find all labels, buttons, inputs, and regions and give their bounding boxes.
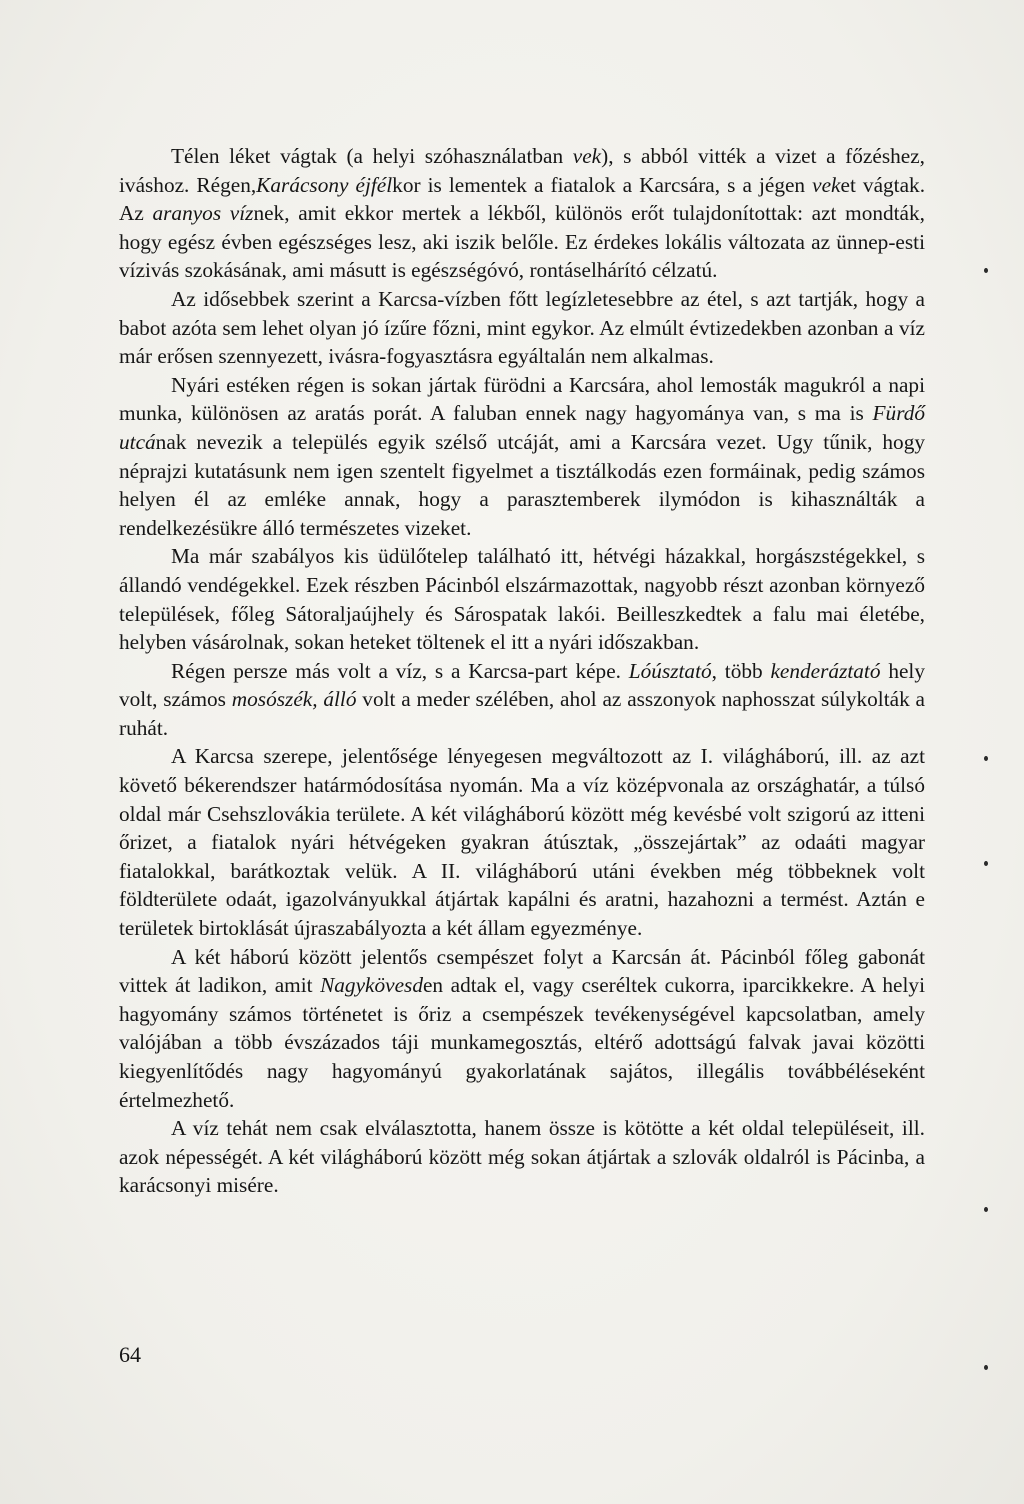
italic-term: vek xyxy=(812,172,841,197)
paragraph: Nyári estéken régen is sokan jártak fürödni a Karcsára, ahol lemosták magukról a napi munka, különösen az aratás porát. A faluban ennek nagy hagyománya van, s ma is Fürdő utcának nevezik a település egyik szélső utcáját, ami a Karcsára vezet. Ugy tűnik, hogy néprajzi kutatásunk nem igen szentelt figyelmet a tisztálkodás ezen formáinak, pedig számos helyen él az emléke annak, hogy a parasztemberek ilymódon is kihasználták a rendelkezésükre álló természetes vizeket. xyxy=(119,372,925,540)
paragraph: A víz tehát nem csak elválasztotta, hanem össze is kötötte a két oldal településeit, ill. azok népességét. A két világháború között még sokan átjártak a szlovák oldalról is Pácinba, a karácsonyi misére. xyxy=(119,1116,925,1198)
body-text xyxy=(119,142,925,1200)
scan-speck xyxy=(984,756,988,761)
italic-term: Lóúsztató xyxy=(628,658,712,683)
italic-term: aranyos víz xyxy=(152,201,254,226)
italic-term: vek xyxy=(572,144,602,168)
paragraph: Ma már szabályos kis üdülőtelep található itt, hétvégi házakkal, horgászstégekkel, s állandó vendégekkel. Ezek részben Pácinból elszármazottak, nagyobb részt azonban környező települések, főleg Sátoraljaújhely és Sárospatak lakói. Beilleszkedtek a falu mai életébe, helyben vásárolnak, sokan heteket töltenek el itt a nyári időszakban. xyxy=(119,544,925,655)
scan-speck xyxy=(984,268,988,273)
scan-speck xyxy=(984,1207,988,1212)
scan-speck xyxy=(984,861,988,866)
scan-speck xyxy=(984,1365,988,1370)
page-number: 64 xyxy=(119,1342,141,1367)
paragraph: A két háború között jelentős csempészet folyt a Karcsán át. Pácinból főleg gabonát vittek át ladikon, amit Nagykövesden adtak el, vagy cseréltek cukorra, iparcikkekre. A helyi hagyomány számos történetet is őriz a csempészek tevékenységével kapcsolatban, amely valójában a több évszázados táji munkamegosztás, eltérő adottságú falvak javai közötti kiegyenlítődés nagy hagyományú gyakorlatának sajátos, illegális továbbéléseként értelmezhető. xyxy=(119,944,925,1112)
paragraph: A Karcsa szerepe, jelentősége lényegesen megváltozott az I. világháború, ill. az azt követő békerendszer határmódosítása nyomán. Ma a víz középvonala az országhatár, a túlsó oldal már Csehszlovákia területe. A két világháború között még kevésbé volt szigorú az itteni őrizet, a fiatalok nyári hétvégeken gyakran átúsztak, „összejártak” az odaáti magyar fiatalokkal, barátkoztak velük. A II. világháború utáni években még többeknek volt földterülete odaát, igazolványukkal átjártak kapálni és aratni, hazahozni a termést. Aztán e területek birtoklását újraszabályozta a két állam egyezménye. xyxy=(119,744,925,941)
italic-term: Nagykövesd xyxy=(320,973,423,998)
italic-term: kenderáztató xyxy=(770,658,881,683)
paragraph: Az idősebbek szerint a Karcsa-vízben főtt legízletesebbre az étel, s azt tartják, hogy a babot azóta sem lehet olyan jó ízűre főzni, mint egykor. Az elmúlt évtizedekben azonban a víz már erősen szennyezett, ivásra-fogyasztásra egyáltalán nem alkalmas. xyxy=(119,286,925,369)
italic-term: mosószék, álló xyxy=(231,687,357,712)
italic-term: Karácsony éjfél xyxy=(256,172,393,197)
paragraph: Régen persze más volt a víz, s a Karcsa-part képe. Lóúsztató, több kenderáztató hely volt, számos mosószék, álló volt a meder szélében, ahol az asszonyok naphosszat súlykolták a ruhát. xyxy=(119,658,925,740)
paragraph: Télen léket vágtak (a helyi szóhasználatban vek), s abból vitték a vizet a főzéshez, iváshoz. Régen,Karácsony éjfélkor is lementek a fiatalok a Karcsára, s a jégen veket vágtak. Az aranyos víznek, amit ekkor mertek a lékből, különös erőt tulajdonítottak: azt mondták, hogy egész évben egészséges lesz, aki iszik belőle. Ez érdekes lokális változata az ünnep-esti vízivás szokásának, ami másutt is egészségóvó, rontáselhárító célzatú. xyxy=(119,144,926,283)
italic-term: Fürdő utcá xyxy=(119,401,925,454)
